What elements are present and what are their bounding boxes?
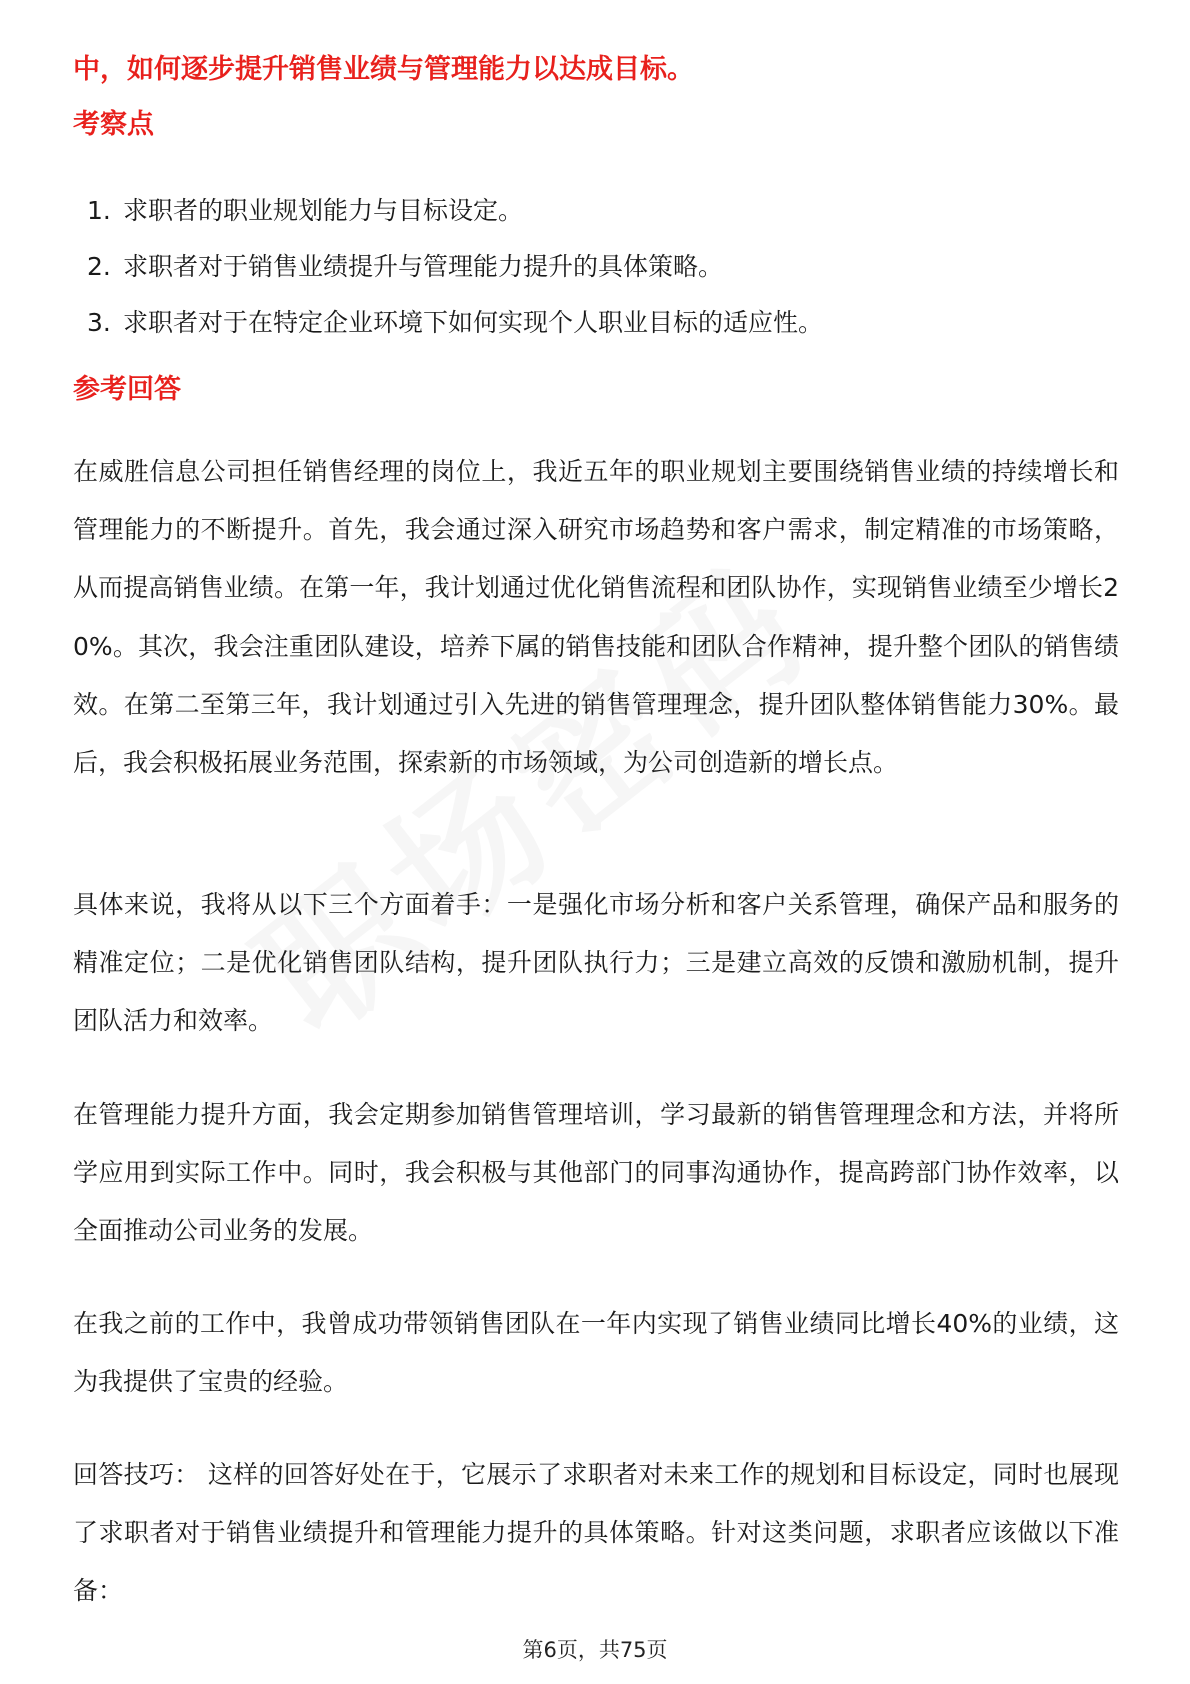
answer-paragraph: 具体来说，我将从以下三个方面着手：一是强化市场分析和客户关系管理，确保产品和服务的精准定位；二是优化销售团队结构，提升团队执行力；三是建立高效的反馈和激励机制，提升团队活力和效率。 (73, 890, 1119, 1036)
list-item-number: 3. (87, 308, 111, 337)
list-item (87, 295, 823, 351)
list-item (87, 239, 823, 295)
list-item-text: 求职者对于销售业绩提升与管理能力提升的具体策略。 (123, 252, 724, 281)
focus-points-heading: 考察点 (73, 109, 154, 140)
question-heading-continuation: 中，如何逐步提升销售业绩与管理能力以达成目标。 (73, 54, 694, 85)
list-item-number: 2. (87, 252, 111, 281)
list-item-text: 求职者的职业规划能力与目标设定。 (123, 196, 524, 225)
answer-paragraph: 在我之前的工作中，我曾成功带领销售团队在一年内实现了销售业绩同比增长40%的业绩，这为我提供了宝贵的经验。 (73, 1309, 1119, 1397)
answer-paragraph: 在威胜信息公司担任销售经理的岗位上，我近五年的职业规划主要围绕销售业绩的持续增长和管理能力的不断提升。首先，我会通过深入研究市场趋势和客户需求，制定精准的市场策略，从而提高销售业绩。在第一年，我计划通过优化销售流程和团队协作，实现销售业绩至少增长20%。其次，我会注重团队建设，培养下属的销售技能和团队合作精神，提升整个团队的销售绩效。在第二至第三年，我计划通过引入先进的销售管理理念，提升团队整体销售能力30%。最后，我会积极拓展业务范围，探索新的市场领域，为公司创造新的增长点。 (73, 457, 1119, 778)
list-item-number: 1. (87, 196, 111, 225)
list-item (87, 183, 823, 239)
reference-answer-heading: 参考回答 (73, 374, 181, 405)
answer-paragraph: 在管理能力提升方面，我会定期参加销售管理培训，学习最新的销售管理理念和方法，并将所学应用到实际工作中。同时，我会积极与其他部门的同事沟通协作，提高跨部门协作效率，以全面推动公司业务的发展。 (73, 1100, 1119, 1246)
answer-tips-paragraph: 回答技巧： 这样的回答好处在于，它展示了求职者对未来工作的规划和目标设定，同时也展现了求职者对于销售业绩提升和管理能力提升的具体策略。针对这类问题，求职者应该做以下准备： (73, 1460, 1119, 1606)
focus-points-list (87, 183, 823, 351)
list-item-text: 求职者对于在特定企业环境下如何实现个人职业目标的适应性。 (123, 308, 824, 337)
page-number-footer: 第6页，共75页 (522, 1638, 668, 1662)
